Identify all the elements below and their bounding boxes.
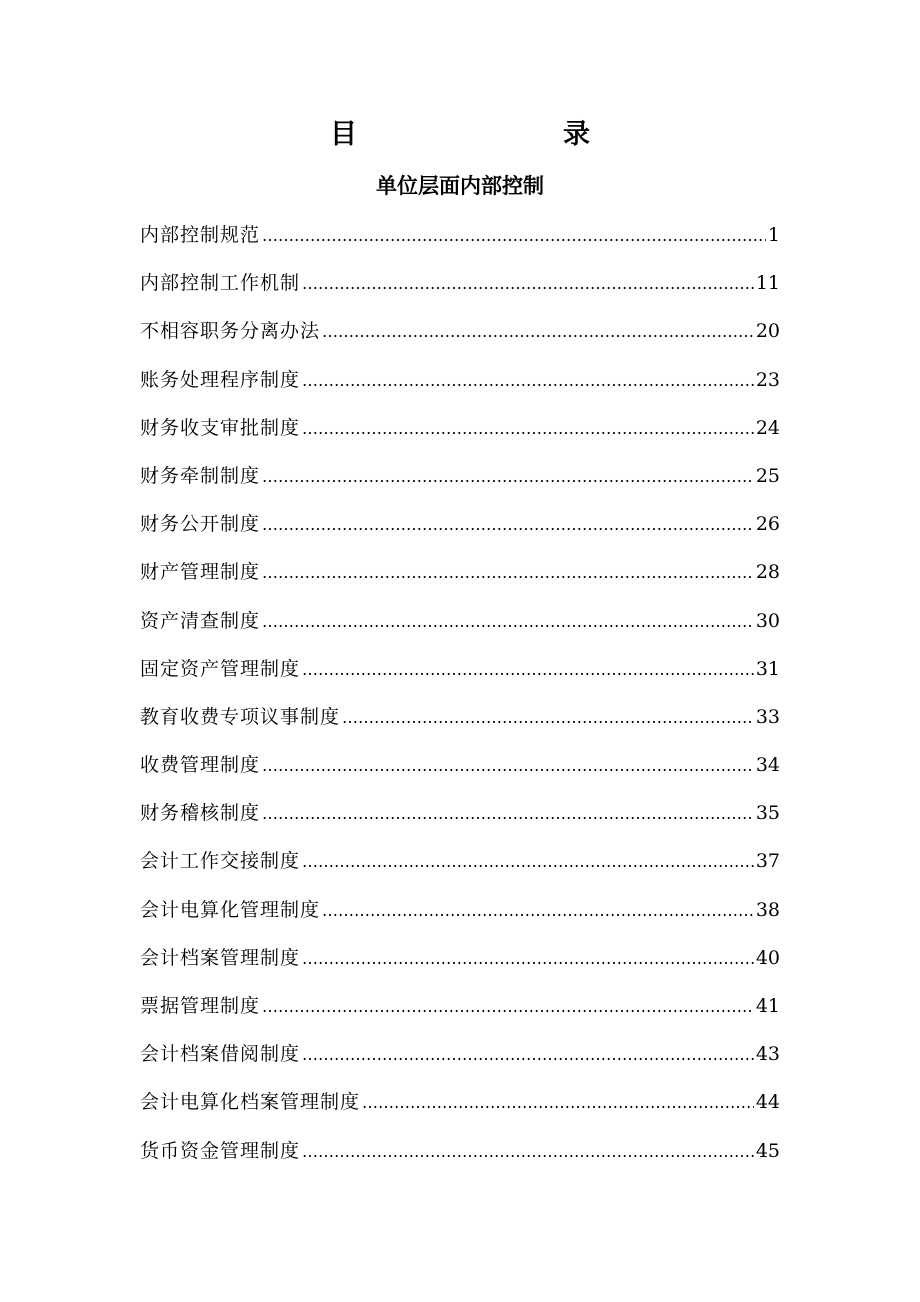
toc-entry-page-number: 28 [755, 561, 780, 584]
toc-entry-page-number: 23 [755, 368, 780, 391]
toc-dot-leader [322, 887, 754, 935]
page-title-char-1: 目 [330, 119, 357, 150]
toc-entry[interactable] [140, 1078, 780, 1126]
toc-entry-page-number: 40 [755, 946, 780, 969]
toc-entry[interactable] [140, 982, 780, 1030]
toc-entry-page-number: 37 [755, 850, 780, 873]
page-title [0, 113, 920, 157]
toc-entry-page-number: 34 [755, 754, 780, 777]
toc-dot-leader [262, 790, 754, 838]
toc-dot-leader [262, 742, 754, 790]
toc-entry-page-number: 11 [755, 272, 780, 295]
toc-entry-title: 教育收费专项议事制度 [140, 705, 341, 728]
toc-dot-leader [262, 453, 754, 501]
toc-entry-page-number: 31 [755, 657, 780, 680]
toc-entry-page-number: 25 [755, 464, 780, 487]
toc-entry[interactable] [140, 500, 780, 548]
toc-entry-title: 票据管理制度 [140, 995, 261, 1017]
toc-dot-leader [302, 838, 754, 886]
toc-dot-leader [302, 1128, 754, 1176]
toc-entry-title: 不相容职务分离办法 [140, 320, 321, 343]
toc-entry-title: 财务稽核制度 [140, 802, 261, 825]
toc-dot-leader [262, 983, 754, 1031]
toc-dot-leader [302, 1031, 754, 1079]
toc-dot-leader [302, 357, 754, 405]
toc-entry[interactable] [140, 741, 780, 789]
toc-entry[interactable] [140, 886, 780, 934]
toc-entry-page-number: 20 [755, 320, 780, 343]
toc-entry[interactable] [140, 693, 780, 741]
toc-entry[interactable] [140, 1030, 780, 1078]
toc-entry-title: 财务公开制度 [140, 513, 261, 536]
table-of-contents [140, 211, 780, 1175]
toc-entry-page-number: 45 [755, 1139, 780, 1162]
toc-dot-leader [262, 212, 766, 260]
toc-entry-page-number: 30 [755, 609, 780, 632]
toc-entry[interactable] [140, 548, 780, 596]
toc-entry[interactable] [140, 452, 780, 500]
toc-entry-title: 账务处理程序制度 [140, 368, 301, 391]
toc-entry[interactable] [140, 404, 780, 452]
toc-entry[interactable] [140, 356, 780, 404]
toc-entry-page-number: 38 [755, 898, 780, 921]
toc-entry-title: 财务收支审批制度 [140, 416, 301, 439]
toc-entry[interactable] [140, 259, 780, 307]
toc-dot-leader [302, 935, 754, 983]
toc-entry-page-number: 35 [755, 802, 780, 825]
toc-dot-leader [322, 308, 754, 356]
toc-entry-title: 资产清查制度 [140, 609, 261, 632]
toc-dot-leader [262, 549, 754, 597]
toc-entry[interactable] [140, 307, 780, 355]
toc-dot-leader [302, 260, 754, 308]
section-heading: 单位层面内部控制 [376, 174, 544, 198]
toc-dot-leader [302, 646, 754, 694]
toc-entry[interactable] [140, 837, 780, 885]
toc-dot-leader [262, 598, 754, 646]
toc-entry-title: 会计档案管理制度 [140, 946, 301, 969]
toc-entry-page-number: 41 [755, 995, 780, 1017]
toc-entry-title: 内部控制规范 [140, 224, 261, 246]
toc-entry-page-number: 44 [755, 1091, 780, 1114]
toc-entry-title: 会计电算化档案管理制度 [140, 1091, 361, 1114]
toc-entry[interactable] [140, 1127, 780, 1175]
toc-entry-title: 货币资金管理制度 [140, 1139, 301, 1162]
toc-entry-page-number: 1 [767, 224, 780, 246]
toc-dot-leader [362, 1079, 754, 1127]
toc-entry-page-number: 43 [755, 1043, 780, 1066]
page-title-char-2: 录 [563, 119, 590, 150]
toc-entry-title: 会计工作交接制度 [140, 850, 301, 873]
toc-entry-title: 收费管理制度 [140, 754, 261, 777]
toc-entry-title: 内部控制工作机制 [140, 272, 301, 295]
toc-entry[interactable] [140, 211, 780, 259]
toc-entry-page-number: 33 [755, 705, 780, 728]
toc-entry[interactable] [140, 645, 780, 693]
toc-dot-leader [262, 501, 754, 549]
toc-entry[interactable] [140, 789, 780, 837]
toc-dot-leader [342, 694, 754, 742]
toc-entry-title: 固定资产管理制度 [140, 657, 301, 680]
toc-entry[interactable] [140, 597, 780, 645]
toc-entry-title: 财产管理制度 [140, 561, 261, 584]
toc-entry-title: 会计档案借阅制度 [140, 1043, 301, 1066]
toc-entry-page-number: 26 [755, 513, 780, 536]
toc-entry-page-number: 24 [755, 416, 780, 439]
toc-dot-leader [302, 405, 754, 453]
toc-entry[interactable] [140, 934, 780, 982]
toc-entry-title: 财务牵制制度 [140, 464, 261, 487]
toc-entry-title: 会计电算化管理制度 [140, 898, 321, 921]
